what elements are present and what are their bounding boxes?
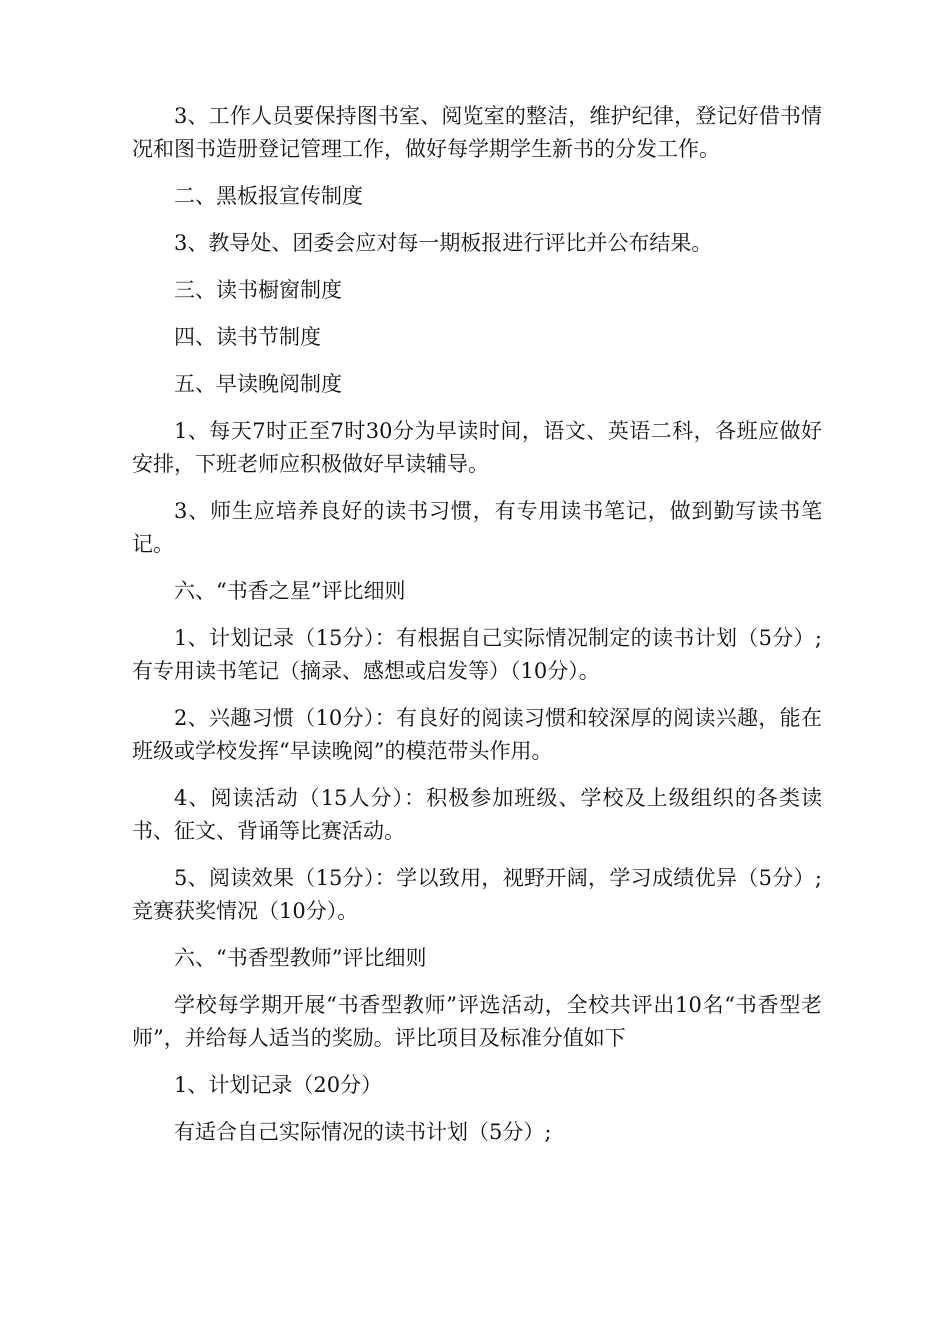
heading-reading-festival-system: 四、读书节制度 <box>174 325 321 349</box>
heading-morning-evening-reading: 五、早读晚阅制度 <box>174 372 342 396</box>
paragraph-interest-habits: 2、兴趣习惯（10分）：有良好的阅读习惯和较深厚的阅读兴趣，能在班级或学校发挥“早读晚阅”的模范带头作用。 <box>132 706 822 763</box>
document-page <box>132 100 822 1163</box>
paragraph-reading-habits: 3、师生应培养良好的读书习惯，有专用读书笔记，做到勤写读书笔记。 <box>132 499 822 556</box>
paragraph-teacher-selection: 学校每学期开展“书香型教师”评选活动，全校共评出10名“书香型老师”，并给每人适当的奖励。评比项目及标准分值如下 <box>132 993 822 1050</box>
paragraph-teacher-reading-plan: 有适合自己实际情况的读书计划（5分）; <box>174 1120 552 1144</box>
heading-reading-window-system: 三、读书橱窗制度 <box>174 278 342 302</box>
paragraph-library-staff: 3、工作人员要保持图书室、阅览室的整洁，维护纪律，登记好借书情况和图书造册登记管理工作，做好每学期学生新书的分发工作。 <box>132 104 822 161</box>
paragraph-teacher-plan-record: 1、计划记录（20分） <box>174 1073 383 1097</box>
heading-blackboard-system: 二、黑板报宣传制度 <box>174 184 363 208</box>
paragraph-plan-record: 1、计划记录（15分）：有根据自己实际情况制定的读书计划（5分）;有专用读书笔记（摘录、感想或启发等）（10分）。 <box>132 626 822 683</box>
heading-scholarly-teacher-rules: 六、“书香型教师”评比细则 <box>174 946 427 970</box>
paragraph-morning-reading-time: 1、每天7时正至7时30分为早读时间，语文、英语二科，各班应做好安排，下班老师应积极做好早读辅导。 <box>132 419 822 476</box>
paragraph-reading-results: 5、阅读效果（15分）：学以致用，视野开阔，学习成绩优异（5分）;竞赛获奖情况（10分）。 <box>132 866 822 923</box>
heading-reading-star-rules: 六、“书香之星”评比细则 <box>174 579 406 603</box>
paragraph-reading-activities: 4、阅读活动（15人分）：积极参加班级、学校及上级组织的各类读书、征文、背诵等比赛活动。 <box>132 786 822 843</box>
paragraph-blackboard-evaluation: 3、教导处、团委会应对每一期板报进行评比并公布结果。 <box>174 231 713 255</box>
